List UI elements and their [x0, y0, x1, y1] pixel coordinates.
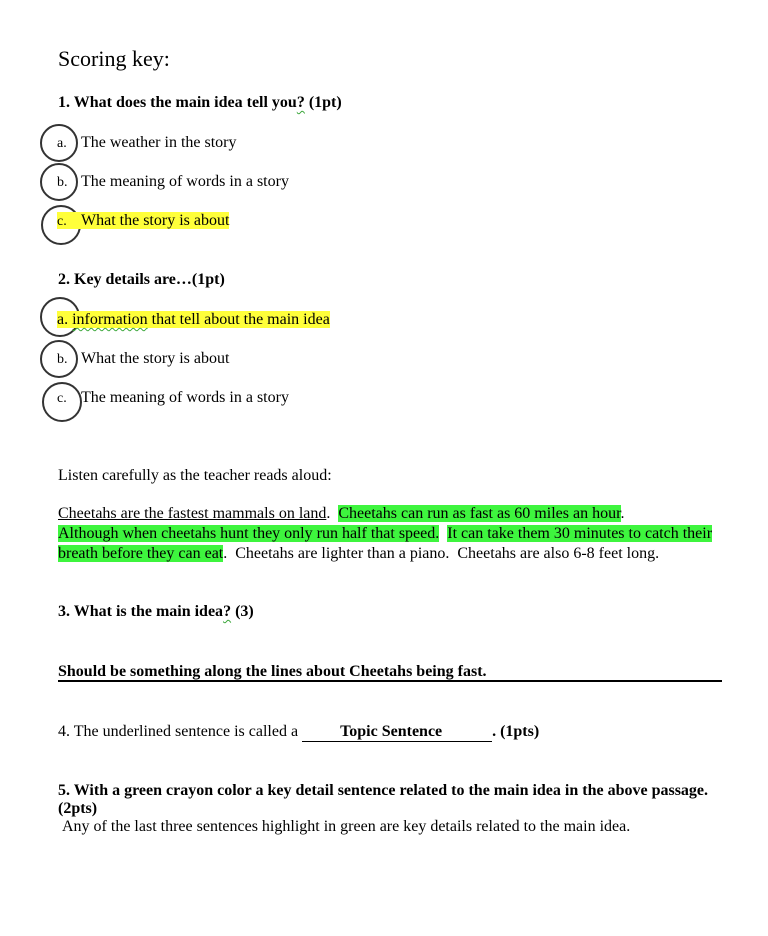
question-1-mark: ?: [296, 94, 305, 111]
key-detail-3: It can take them 30 minutes to catch their breath before they can eat: [58, 525, 713, 562]
instruction: Listen carefully as the teacher reads aloud:: [58, 467, 332, 484]
option-text: The meaning of words in a story: [81, 389, 289, 406]
option-text: The weather in the story: [81, 134, 237, 151]
question-3-answer: Should be something along the lines about Cheetahs being fast.: [58, 663, 487, 680]
key-detail-2: Although when cheetahs hunt they only run half that speed.: [58, 525, 440, 542]
page-title: Scoring key:: [58, 46, 170, 71]
topic-sentence: Cheetahs are the fastest mammals on land: [58, 505, 327, 522]
option-2b: [57, 350, 229, 368]
question-1-points: (1pt): [304, 94, 342, 111]
question-3-points: (3): [231, 603, 254, 620]
option-1b: [57, 173, 289, 191]
option-1a: [57, 134, 237, 152]
question-2: 2. Key details are…(1pt): [58, 271, 225, 288]
option-letter: c.: [57, 391, 67, 406]
question-5: [58, 782, 718, 836]
question-5-answer: Any of the last three sentences highlight in green are key details related to the main idea.: [62, 818, 631, 835]
key-detail-1: Cheetahs can run as fast as 60 miles an hour: [338, 505, 621, 522]
punct: .: [620, 505, 625, 522]
option-2a: [57, 311, 330, 329]
correct-highlight: [57, 311, 330, 328]
question-4-text: 4. The underlined sentence is called a: [58, 723, 299, 740]
option-text: that tell about the main idea: [147, 311, 330, 328]
passage: [58, 504, 724, 564]
option-letter: a.: [57, 311, 69, 328]
question-1: [58, 94, 342, 112]
option-text-marked: information: [72, 311, 148, 328]
punct: .: [223, 545, 228, 562]
sentence-6: Cheetahs are also 6-8 feet long.: [457, 545, 660, 562]
question-4-answer: Topic Sentence: [340, 723, 443, 740]
option-letter: b.: [57, 175, 68, 190]
option-letter: a.: [57, 136, 67, 151]
question-3-mark: ?: [223, 603, 232, 620]
question-3-text: 3. What is the main idea: [58, 603, 224, 620]
question-5-text: 5. With a green crayon color a key detail sentence related to the main idea in the above passage. (2pts): [58, 782, 709, 817]
question-4-blank: [302, 723, 492, 742]
sentence-5: Cheetahs are lighter than a piano.: [235, 545, 450, 562]
option-text: The meaning of words in a story: [81, 173, 289, 190]
question-4: [58, 723, 539, 742]
option-text: What the story is about: [81, 212, 230, 229]
question-3: [58, 603, 254, 621]
option-text: What the story is about: [81, 350, 230, 367]
option-letter: c.: [57, 214, 67, 229]
option-letter: b.: [57, 352, 68, 367]
question-4-points: . (1pts): [492, 723, 540, 740]
correct-highlight: [57, 212, 229, 229]
option-1c: [57, 212, 229, 230]
option-2c: [57, 389, 289, 407]
punct: .: [326, 505, 331, 522]
question-1-text: 1. What does the main idea tell you: [58, 94, 297, 111]
answer-line: [58, 680, 722, 682]
